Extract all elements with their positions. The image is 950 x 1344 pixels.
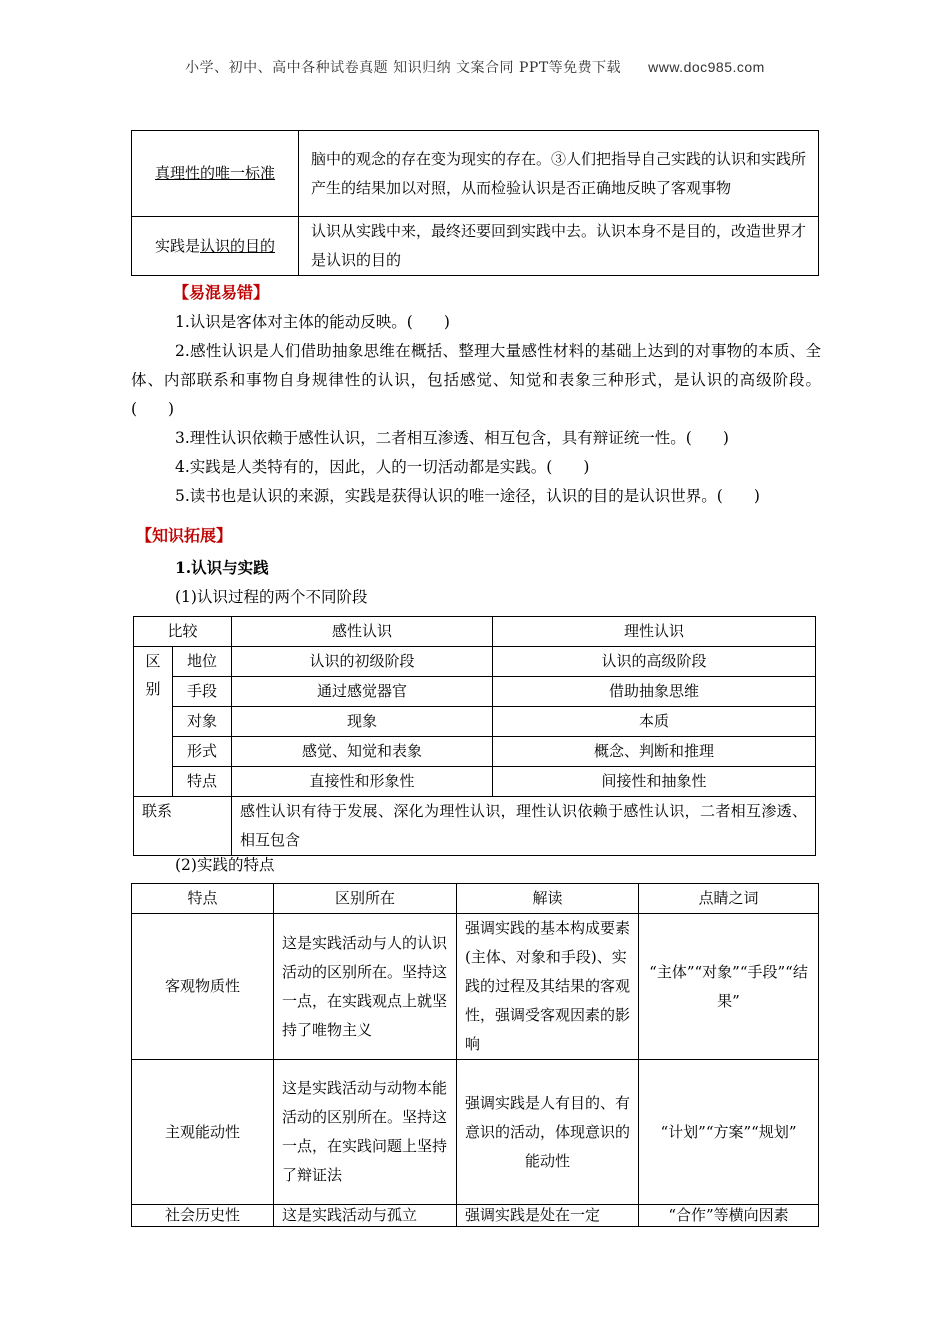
header-cell: 理性认识 bbox=[493, 617, 816, 647]
cognition-stages-table bbox=[133, 616, 816, 856]
cell: 主观能动性 bbox=[132, 1060, 274, 1205]
cell: 概念、判断和推理 bbox=[493, 737, 816, 767]
group-label: 区别 bbox=[134, 647, 173, 797]
list-item: 5.读书也是认识的来源，实践是获得认识的唯一途径，认识的目的是认识世界。( ) bbox=[175, 487, 760, 505]
list-item: 3.理性认识依赖于感性认识，二者相互渗透、相互包含，具有辩证统一性。( ) bbox=[175, 429, 729, 447]
row-content: 认识从实践中来，最终还要回到实践中去。认识本身不是目的，改造世界才是认识的目的 bbox=[299, 217, 819, 276]
cell: 联系 bbox=[134, 797, 232, 856]
list-item: 1.认识是客体对主体的能动反映。( ) bbox=[175, 313, 450, 331]
cell: 对象 bbox=[173, 707, 232, 737]
row-label bbox=[132, 131, 299, 217]
cell: 地位 bbox=[173, 647, 232, 677]
header-cell: 点睛之词 bbox=[639, 884, 819, 914]
header-cell: 感性认识 bbox=[232, 617, 493, 647]
subsection-title: (1)认识过程的两个不同阶段 bbox=[175, 588, 368, 606]
cell: 间接性和抽象性 bbox=[493, 767, 816, 797]
row-label: 实践是认识的目的 bbox=[132, 217, 299, 276]
table-header-row bbox=[134, 617, 816, 647]
table-row bbox=[134, 647, 816, 677]
table-row bbox=[134, 707, 816, 737]
underlined-term: 真理性的唯一标准 bbox=[154, 164, 275, 182]
table-row bbox=[132, 1205, 819, 1227]
extension-heading: 【知识拓展】 bbox=[136, 526, 233, 545]
practice-features-table bbox=[131, 883, 819, 1227]
table-row bbox=[132, 1060, 819, 1205]
header-text: 小学、初中、高中各种试卷真题 知识归纳 文案合同 PPT等免费下载 bbox=[185, 60, 622, 76]
cell: 客观物质性 bbox=[132, 914, 274, 1060]
cell: 这是实践活动与孤立 bbox=[274, 1205, 457, 1227]
page-header bbox=[0, 57, 950, 77]
table-row bbox=[134, 767, 816, 797]
table-row bbox=[134, 677, 816, 707]
header-cell: 特点 bbox=[132, 884, 274, 914]
cell: 特点 bbox=[173, 767, 232, 797]
subsection-title: (2)实践的特点 bbox=[175, 856, 275, 874]
header-cell: 解读 bbox=[457, 884, 639, 914]
cell: 认识的高级阶段 bbox=[493, 647, 816, 677]
table-header-row bbox=[132, 884, 819, 914]
cell: 强调实践是人有目的、有意识的活动，体现意识的能动性 bbox=[457, 1060, 639, 1205]
cell: 形式 bbox=[173, 737, 232, 767]
cell: 本质 bbox=[493, 707, 816, 737]
cell: “合作”等横向因素 bbox=[639, 1205, 819, 1227]
cell: 这是实践活动与动物本能活动的区别所在。坚持这一点，在实践问题上坚持了辩证法 bbox=[274, 1060, 457, 1205]
cell: 感性认识有待于发展、深化为理性认识，理性认识依赖于感性认识，二者相互渗透、相互包含 bbox=[232, 797, 816, 856]
underlined-term: 认识的目的 bbox=[200, 236, 276, 255]
table-row bbox=[134, 737, 816, 767]
header-url[interactable]: www.doc985.com bbox=[648, 59, 765, 75]
cell: 借助抽象思维 bbox=[493, 677, 816, 707]
cell: 社会历史性 bbox=[132, 1205, 274, 1227]
cell: 手段 bbox=[173, 677, 232, 707]
section-title: 1.认识与实践 bbox=[175, 558, 269, 577]
table-row bbox=[134, 797, 816, 856]
cell: 强调实践的基本构成要素(主体、对象和手段)、实践的过程及其结果的客观性，强调受客观因素的影响 bbox=[457, 914, 639, 1060]
table-row bbox=[132, 914, 819, 1060]
cell: 现象 bbox=[232, 707, 493, 737]
table-row bbox=[132, 217, 819, 276]
cell: 直接性和形象性 bbox=[232, 767, 493, 797]
cell: “主体”“对象”“手段”“结果” bbox=[639, 914, 819, 1060]
header-cell: 比较 bbox=[134, 617, 232, 647]
row-content: 脑中的观念的存在变为现实的存在。③人们把指导自己实践的认识和实践所产生的结果加以对照，从而检验认识是否正确地反映了客观事物 bbox=[299, 131, 819, 217]
cell: 这是实践活动与人的认识活动的区别所在。坚持这一点，在实践观点上就坚持了唯物主义 bbox=[274, 914, 457, 1060]
cell: “计划”“方案”“规划” bbox=[639, 1060, 819, 1205]
table-row bbox=[132, 131, 819, 217]
cell: 认识的初级阶段 bbox=[232, 647, 493, 677]
cell: 感觉、知觉和表象 bbox=[232, 737, 493, 767]
cell: 强调实践是处在一定 bbox=[457, 1205, 639, 1227]
header-cell: 区别所在 bbox=[274, 884, 457, 914]
confusion-heading: 【易混易错】 bbox=[173, 283, 270, 302]
cell: 通过感觉器官 bbox=[232, 677, 493, 707]
confusion-list bbox=[131, 308, 821, 511]
list-item: 2.感性认识是人们借助抽象思维在概括、整理大量感性材料的基础上达到的对事物的本质、全体、内部联系和事物自身规律性的认识，包括感觉、知觉和表象三种形式，是认识的高级阶段。( ) bbox=[131, 342, 821, 418]
truth-table bbox=[131, 130, 819, 276]
list-item: 4.实践是人类特有的，因此，人的一切活动都是实践。( ) bbox=[175, 458, 590, 476]
